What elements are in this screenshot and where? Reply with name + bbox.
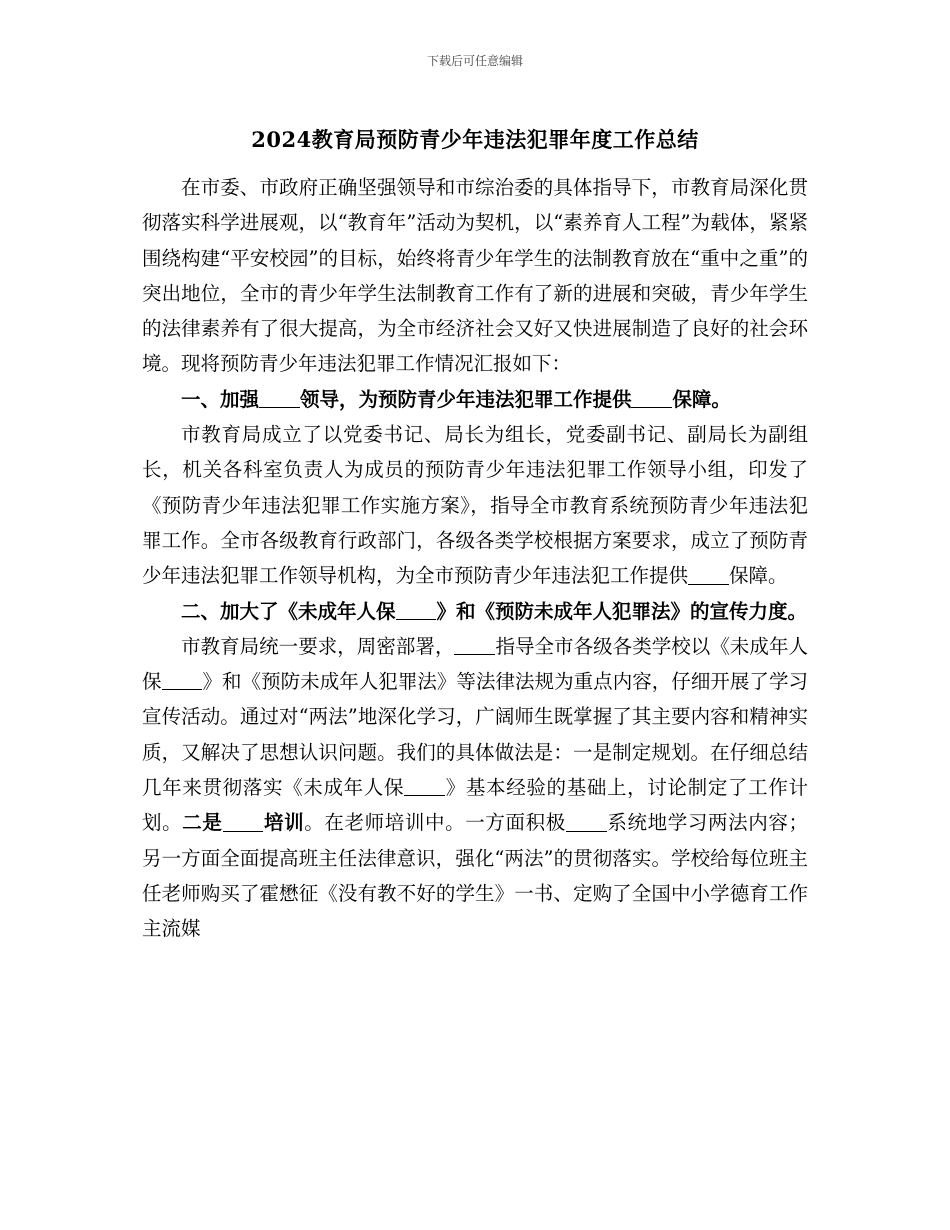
document-body [142,170,808,947]
blank-line [259,388,300,409]
section2-paragraph [142,629,808,947]
section1-body-text-b: 保障。 [728,564,788,588]
section2-heading [142,594,808,629]
section2-body-text-g: 。在老师培训中。一方面积极 [304,811,566,835]
blank-line [454,635,495,656]
section1-body-text-a: 市教育局成立了以党委书记、局长为组长，党委副书记、副局长为副组长，机关各科室负责人为成员的预防青少年违法犯罪工作领导小组，印发了《预防青少年违法犯罪工作实施方案》，指导全市教育系统预防青少年违法犯罪工作。全市各级教育行政部门，各级各类学校根据方案要求，成立了预防青少年违法犯罪工作领导机构，为全市预防青少年违法犯工作提供 [142,423,808,588]
blank-line [631,388,672,409]
blank-line [688,564,729,585]
section2-body-text-f: 培训 [263,811,305,835]
section2-heading-text-a: 二、加大了《未成年人保 [181,599,396,623]
section1-paragraph [142,417,808,593]
section2-body-text-c: 》和《预防未成年人犯罪法》等法律法规为重点内容，仔细开展了学习宣传活动。通过对“两法”地深化学习，广阔师生既掌握了其主要内容和精神实质，又解决了思想认识问题。我们的具体做法是：一是制定规划。在仔细总结几年来贯彻落实《未成年人保 [142,670,808,800]
section2-heading-text-b: 》和《预防未成年人犯罪法》的宣传力度。 [436,599,807,623]
section1-heading [142,382,808,417]
page-header-note: 下载后可任意编辑 [426,54,523,68]
blank-line [223,811,264,832]
section1-heading-text-c: 保障。 [672,387,731,411]
section2-body-text-d: 》基本经验的基础上，讨论制定了工作计划。 [142,776,808,835]
section2-body-text-h: 系统地学习两法内容；另一方面全面提高班主任法律意识，强化“两法”的贯彻落实。学校给每位班主任老师购买了霍懋征《没有教不好的学生》一书、定购了全国中小学德育工作主流媒 [142,811,808,941]
blank-line [404,776,445,797]
section2-body-text-b: 指导全市各级各类学校以《未成年人保 [142,634,808,694]
blank-line [396,599,437,620]
blank-line [162,670,203,691]
section1-heading-text-b: 领导，为预防青少年违法犯罪工作提供 [299,387,632,411]
section1-heading-text-a: 一、加强 [181,387,260,411]
section2-body-text-e: 二是 [182,811,223,835]
blank-line [566,811,607,832]
document-title: 2024教育局预防青少年违法犯罪年度工作总结 [251,127,699,152]
section2-body-text-a: 市教育局统一要求，周密部署， [181,634,455,658]
intro-paragraph: 在市委、市政府正确坚强领导和市综治委的具体指导下，市教育局深化贯彻落实科学进展观，以“教育年”活动为契机，以“素养育人工程”为载体，紧紧围绕构建“平安校园”的目标，始终将青少年学生的法制教育放在“重中之重”的突出地位，全市的青少年学生法制教育工作有了新的进展和突破，青少年学生的法律素养有了很大提高，为全市经济社会又好又快进展制造了良好的社会环境。现将预防青少年违法犯罪工作情况汇报如下： [142,176,808,376]
